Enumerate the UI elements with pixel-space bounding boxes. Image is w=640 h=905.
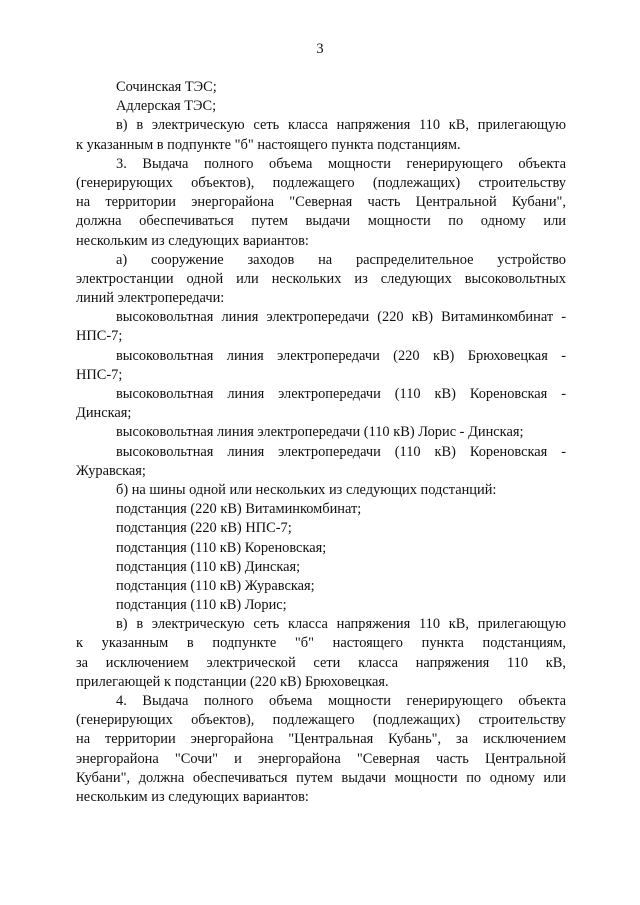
text-line: высоковольтная линия электропередачи (220 кВ) Брюховецкая - <box>116 347 566 364</box>
text-line: б) на шины одной или нескольких из следующих подстанций: <box>116 481 497 498</box>
text-line: на территории энергорайона "Северная часть Центральной Кубани", <box>76 194 566 211</box>
text-line: подстанция (110 кВ) Журавская; <box>116 577 315 594</box>
text-line: энергорайона "Сочи" и энергорайона "Северная часть Центральной <box>76 750 566 767</box>
text-line: нескольким из следующих вариантов: <box>76 232 309 249</box>
text-line: в) в электрическую сеть класса напряжения 110 кВ, прилегающую <box>116 616 566 633</box>
text-line: НПС-7; <box>76 328 123 345</box>
text-line: подстанция (110 кВ) Лорис; <box>116 597 287 614</box>
text-line: прилегающей к подстанции (220 кВ) Брюховецкая. <box>76 673 389 690</box>
text-line: Сочинская ТЭС; <box>116 79 217 95</box>
text-line: (генерирующих объектов), подлежащего (подлежащих) строительству <box>76 174 566 191</box>
text-line: Журавская; <box>76 462 146 479</box>
text-line: высоковольтная линия электропередачи (220 кВ) Витаминкомбинат - <box>116 309 566 326</box>
text-line: Адлерская ТЭС; <box>116 98 217 115</box>
text-line: к указанным в подпункте "б" настоящего пункта подстанциям. <box>76 136 461 153</box>
text-line: к указанным в подпункте "б" настоящего пункта подстанциям, <box>76 635 566 652</box>
text-line: подстанция (220 кВ) НПС-7; <box>116 520 292 537</box>
text-line: на территории энергорайона "Центральная Кубань", за исключением <box>76 731 566 748</box>
text-line: подстанция (110 кВ) Динская; <box>116 558 301 575</box>
text-line: подстанция (110 кВ) Кореновская; <box>116 539 327 556</box>
text-line: подстанция (220 кВ) Витаминкомбинат; <box>116 501 362 518</box>
text-line: 3. Выдача полного объема мощности генерирующего объекта <box>116 155 566 172</box>
text-line: Кубани", должна обеспечиваться путем выдачи мощности по одному или <box>76 769 566 786</box>
text-line: высоковольтная линия электропередачи (110 кВ) Кореновская - <box>116 443 566 460</box>
text-line: в) в электрическую сеть класса напряжения 110 кВ, прилегающую <box>116 117 566 134</box>
text-line: нескольким из следующих вариантов: <box>76 788 309 805</box>
text-line: 4. Выдача полного объема мощности генерирующего объекта <box>116 693 566 709</box>
text-line: за исключением электрической сети класса напряжения 110 кВ, <box>76 654 566 671</box>
text-line: НПС-7; <box>76 366 123 383</box>
text-line: высоковольтная линия электропередачи (110 кВ) Кореновская - <box>116 386 566 402</box>
page-number: 3 <box>316 41 324 57</box>
text-line: (генерирующих объектов), подлежащего (подлежащих) строительству <box>76 712 566 729</box>
text-line: линий электропередачи: <box>76 290 225 307</box>
text-line: Динская; <box>76 405 132 422</box>
text-line: а) сооружение заходов на распределительное устройство <box>116 251 566 268</box>
text-line: электростанции одной или нескольких из следующих высоковольтных <box>76 270 566 287</box>
text-line: должна обеспечиваться путем выдачи мощности по одному или <box>76 213 566 230</box>
document-body <box>76 78 566 807</box>
text-line: высоковольтная линия электропередачи (110 кВ) Лорис - Динская; <box>116 424 524 441</box>
